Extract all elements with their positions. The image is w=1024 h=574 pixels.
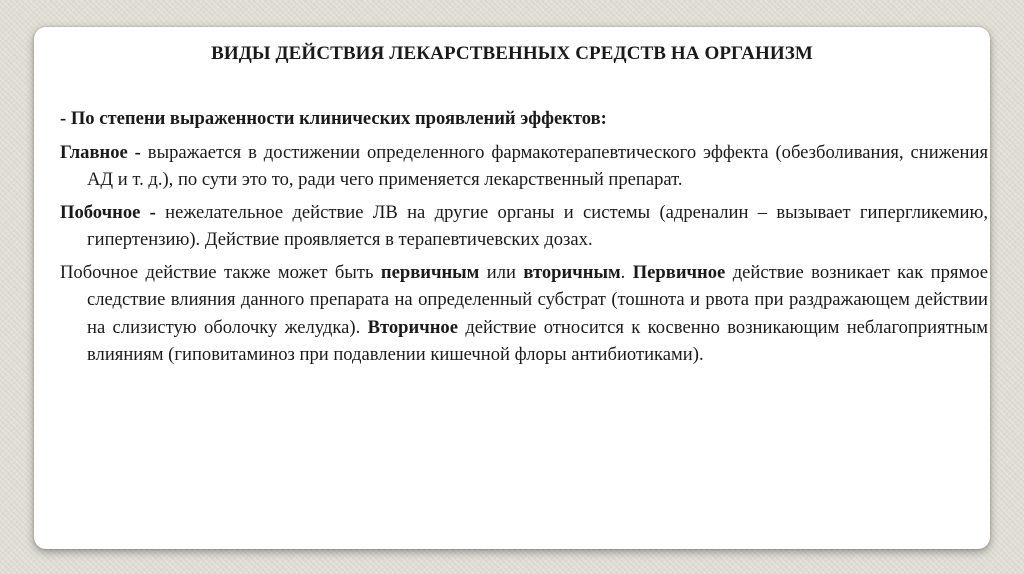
slide-card bbox=[34, 27, 990, 549]
p3-text-dot: . bbox=[620, 261, 633, 283]
side-effect-text: нежелательное действие ЛВ на другие органы и системы (адреналин – вызывает гипергликемию, гипертензию). Действие проявляется в терапевтичевских дозах. bbox=[87, 201, 988, 250]
term-main: Главное - bbox=[60, 141, 141, 163]
paragraph-side-effect bbox=[60, 199, 988, 254]
term-side: Побочное - bbox=[60, 201, 156, 223]
paragraph-main-effect bbox=[60, 139, 988, 194]
term-secondary: Вторичное bbox=[367, 316, 458, 338]
paragraph-primary-secondary bbox=[60, 259, 988, 369]
main-effect-text: выражается в достижении определенного фармакотерапевтического эффекта (обезболивания, снижения АД и т. д.), по сути это то, ради чего применяется лекарственный препарат. bbox=[87, 141, 988, 190]
slide-title: ВИДЫ ДЕЙСТВИЯ ЛЕКАРСТВЕННЫХ СРЕДСТВ НА ОРГАНИЗМ bbox=[211, 43, 813, 64]
slide-content bbox=[60, 105, 988, 369]
p3-text-or: или bbox=[479, 261, 524, 283]
p3-text-c: действие относится к косвенно возникающим неблагоприятным влияниям (гиповитаминоз при подавлении кишечной флоры антибиотиками). bbox=[87, 316, 989, 365]
term-primary: Первичное bbox=[632, 261, 726, 283]
subheading: - По степени выраженности клинических проявлений эффектов: bbox=[60, 108, 607, 129]
term-secondary-inline: вторичным bbox=[523, 261, 621, 283]
term-primary-inline: первичным bbox=[380, 261, 480, 283]
p3-text-a: Побочное действие также может быть bbox=[60, 261, 381, 283]
p3-text-b: действие возникает как прямое следствие влияния данного препарата на определенный субстрат (тошнота и рвота при раздражающем действии на слизистую оболочку желудка). bbox=[87, 261, 989, 338]
